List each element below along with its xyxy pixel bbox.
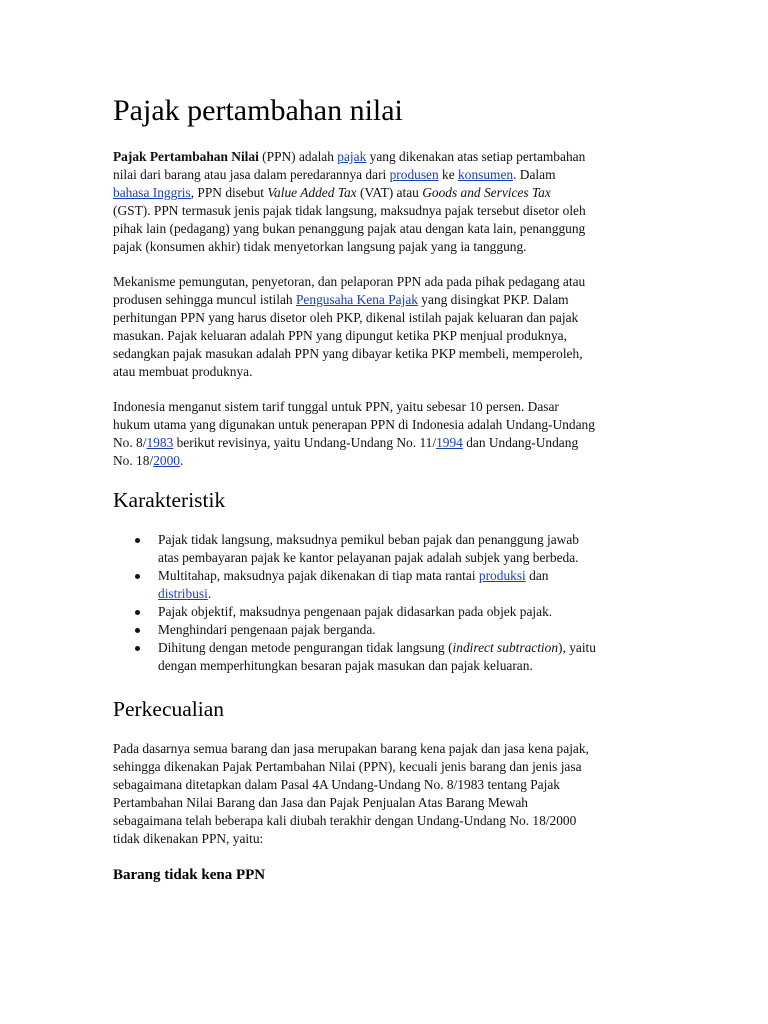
link-1983[interactable]: 1983 [146,435,174,450]
link-konsumen[interactable]: konsumen [458,167,514,182]
bold-term: Pajak Pertambahan Nilai [113,149,259,164]
page-title: Pajak pertambahan nilai [113,94,403,127]
list-item: Pajak objektif, maksudnya pengenaan pajak didasarkan pada objek pajak. [113,603,658,621]
link-bahasa-inggris[interactable]: bahasa Inggris [113,185,191,200]
bullet-icon [135,646,140,651]
link-produksi[interactable]: produksi [478,568,526,583]
perkecualian-paragraph: Pada dasarnya semua barang dan jasa merupakan barang kena pajak dan jasa kena pajak, sehingga dikenakan Pajak Pertambahan Nilai (PPN), kecuali jenis barang dan jenis jasa sebagaimana ditetapkan dalam Pasal 4A Undang-Undang No. 8/1983 tentang Pajak Pertambahan Nilai Barang dan Jasa dan Pajak Penjualan Atas Barang Mewah sebagaimana telah beberapa kali diubah terakhir dengan Undang-Undang No. 18/2000 tidak dikenakan PPN, yaitu: [113,741,589,846]
bullet-icon [135,538,140,543]
link-2000[interactable]: 2000 [153,453,180,468]
list-item: Multitahap, maksudnya pajak dikenakan di tiap mata rantai produksi dan distribusi. [113,567,658,603]
list-item: Dihitung dengan metode pengurangan tidak langsung (indirect subtraction), yaitu dengan memperhitungkan besaran pajak masukan dan pajak keluaran. [113,639,658,675]
intro-paragraph: Pajak Pertambahan Nilai (PPN) adalah pajak yang dikenakan atas setiap pertambahan nilai dari barang atau jasa dalam peredarannya dari produsen ke konsumen. Dalam bahasa Inggris, PPN disebut Value Added Tax (VAT) atau Goods and Services Tax (GST). PPN termasuk jenis pajak tidak langsung, maksudnya pajak tersebut disetor oleh pihak lain (pedagang) yang bukan penanggung pajak atau dengan kata lain, penanggung pajak (konsumen akhir) tidak menyetorkan langsung pajak yang ia tanggung. [113,149,586,254]
indonesia-paragraph: Indonesia menganut sistem tarif tunggal untuk PPN, yaitu sebesar 10 persen. Dasar hukum utama yang digunakan untuk penerapan PPN di Indonesia adalah Undang-Undang No. 8/1983 berikut revisinya, yaitu Undang-Undang No. 11/1994 dan Undang-Undang No. 18/2000. [113,399,595,468]
list-item: Menghindari pengenaan pajak berganda. [113,621,658,639]
link-pajak[interactable]: pajak [337,149,367,164]
link-1994[interactable]: 1994 [436,435,463,450]
list-item: Pajak tidak langsung, maksudnya pemikul beban pajak dan penanggung jawab atas pembayaran pajak ke kantor pelayanan pajak adalah subjek yang berbeda. [113,531,658,567]
mekanisme-paragraph: Mekanisme pemungutan, penyetoran, dan pelaporan PPN ada pada pihak pedagang atau produsen sehingga muncul istilah Pengusaha Kena Pajak yang disingkat PKP. Dalam perhitungan PPN yang harus disetor oleh PKP, dikenal istilah pajak keluaran dan pajak masukan. Pajak keluaran adalah PPN yang dipungut ketika PKP menjual produknya, sedangkan pajak masukan adalah PPN yang dibayar ketika PKP membeli, memperoleh, atau membuat produknya. [113,274,586,379]
bullet-icon [135,610,140,615]
subheading-barang-tidak-kena-ppn: Barang tidak kena PPN [113,867,266,883]
link-distribusi[interactable]: distribusi [158,586,208,601]
section-heading-perkecualian: Perkecualian [113,697,225,721]
link-produsen[interactable]: produsen [389,167,439,182]
karakteristik-list [113,531,658,675]
link-pengusaha-kena-pajak[interactable]: Pengusaha Kena Pajak [295,292,418,307]
bullet-icon [135,628,140,633]
section-heading-karakteristik: Karakteristik [113,488,226,512]
bullet-icon [135,574,140,579]
